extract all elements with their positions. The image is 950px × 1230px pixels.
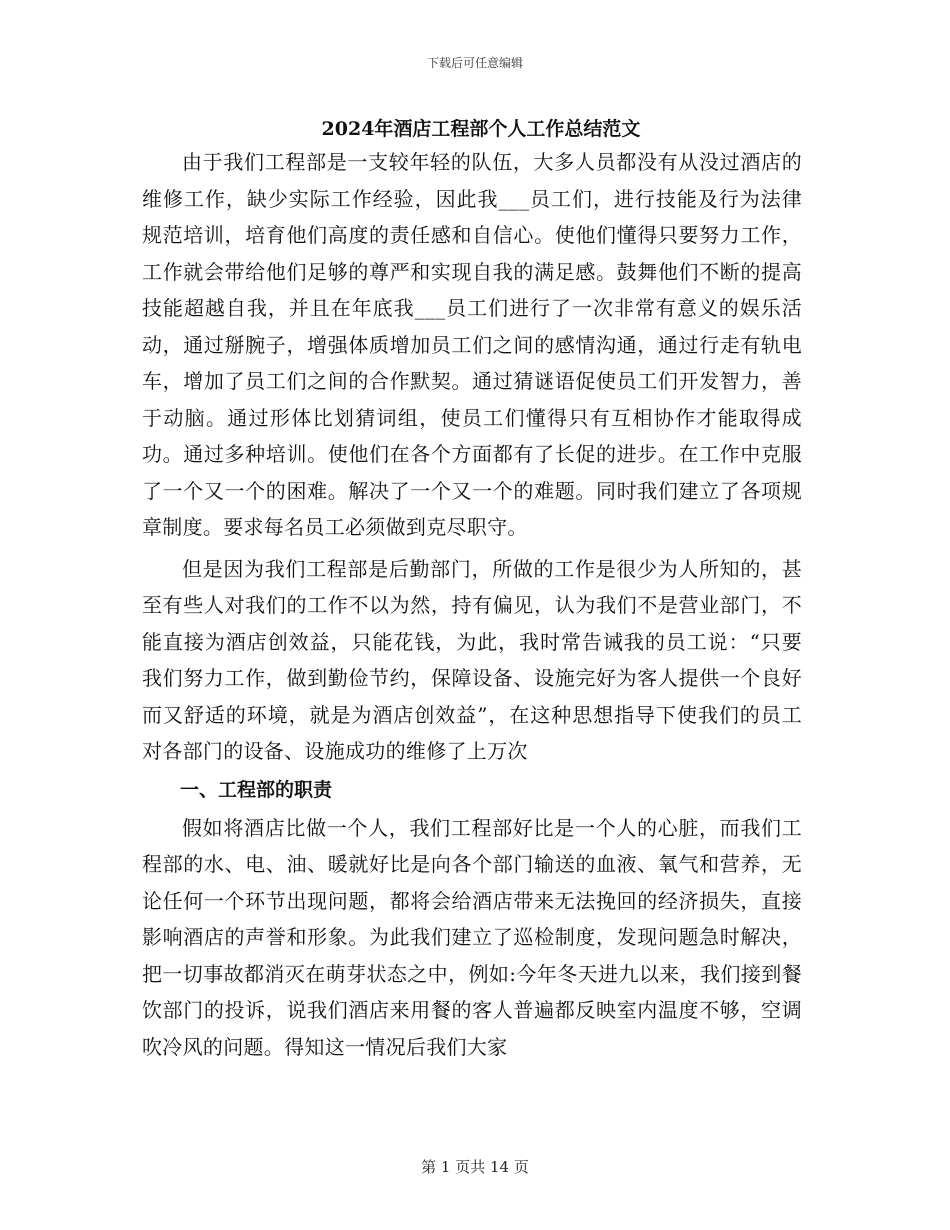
document-body [142, 114, 802, 1065]
document-title: 2024年酒店工程部个人工作总结范文 [321, 118, 641, 140]
paragraph-responsibilities: 假如将酒店比做一个人，我们工程部好比是一个人的心脏，而我们工程部的水、电、油、暖就好比是向各个部门输送的血液、氧气和营养，无论任何一个环节出现问题，都将会给酒店带来无法挽回的经济损失，直接影响酒店的声誉和形象。为此我们建立了巡检制度，发现问题急时解决，把一切事故都消灭在萌芽状态之中，例如:今年冬天进九以来，我们接到餐饮部门的投诉，说我们酒店来用餐的客人普遍都反映室内温度不够，空调吹冷风的问题。得知这一情况后我们大家 [142, 815, 802, 1059]
paragraph-logistics: 但是因为我们工程部是后勤部门，所做的工作是很少为人所知的，甚至有些人对我们的工作不以为然，持有偏见，认为我们不是营业部门，不能直接为酒店创效益，只能花钱，为此，我时常告诫我的员工说：“只要我们努力工作，做到勤俭节约，保障设备、设施完好为客人提供一个良好而又舒适的环境，就是为酒店创效益”，在这种思想指导下使我们的员工对各部门的设备、设施成功的维修了上万次 [142, 556, 802, 763]
section-heading: 一、工程部的职责 [180, 778, 333, 801]
paragraph-training: 由于我们工程部是一支较年轻的队伍，大多人员都没有从没过酒店的维修工作，缺少实际工作经验，因此我___员工们，进行技能及行为法律规范培训，培育他们高度的责任感和自信心。使他们懂得只要努力工作，工作就会带给他们足够的尊严和实现自我的满足感。鼓舞他们不断的提高技能超越自我，并且在年底我___员工们进行了一次非常有意义的娱乐活动，通过掰腕子，增强体质增加员工们之间的感情沟通，通过行走有轨电车，增加了员工们之间的合作默契。通过猜谜语促使员工们开发智力，善于动脑。通过形体比划猜词组，使员工们懂得只有互相协作才能取得成功。通过多种培训。使他们在各个方面都有了长促的进步。在工作中克服了一个又一个的困难。解决了一个又一个的难题。同时我们建立了各项规章制度。要求每名员工必须做到克尽职守。 [142, 150, 802, 539]
header-note: 下载后可任意编辑 [426, 56, 523, 70]
page-footer: 第 1 页共 14 页 [421, 1158, 529, 1176]
